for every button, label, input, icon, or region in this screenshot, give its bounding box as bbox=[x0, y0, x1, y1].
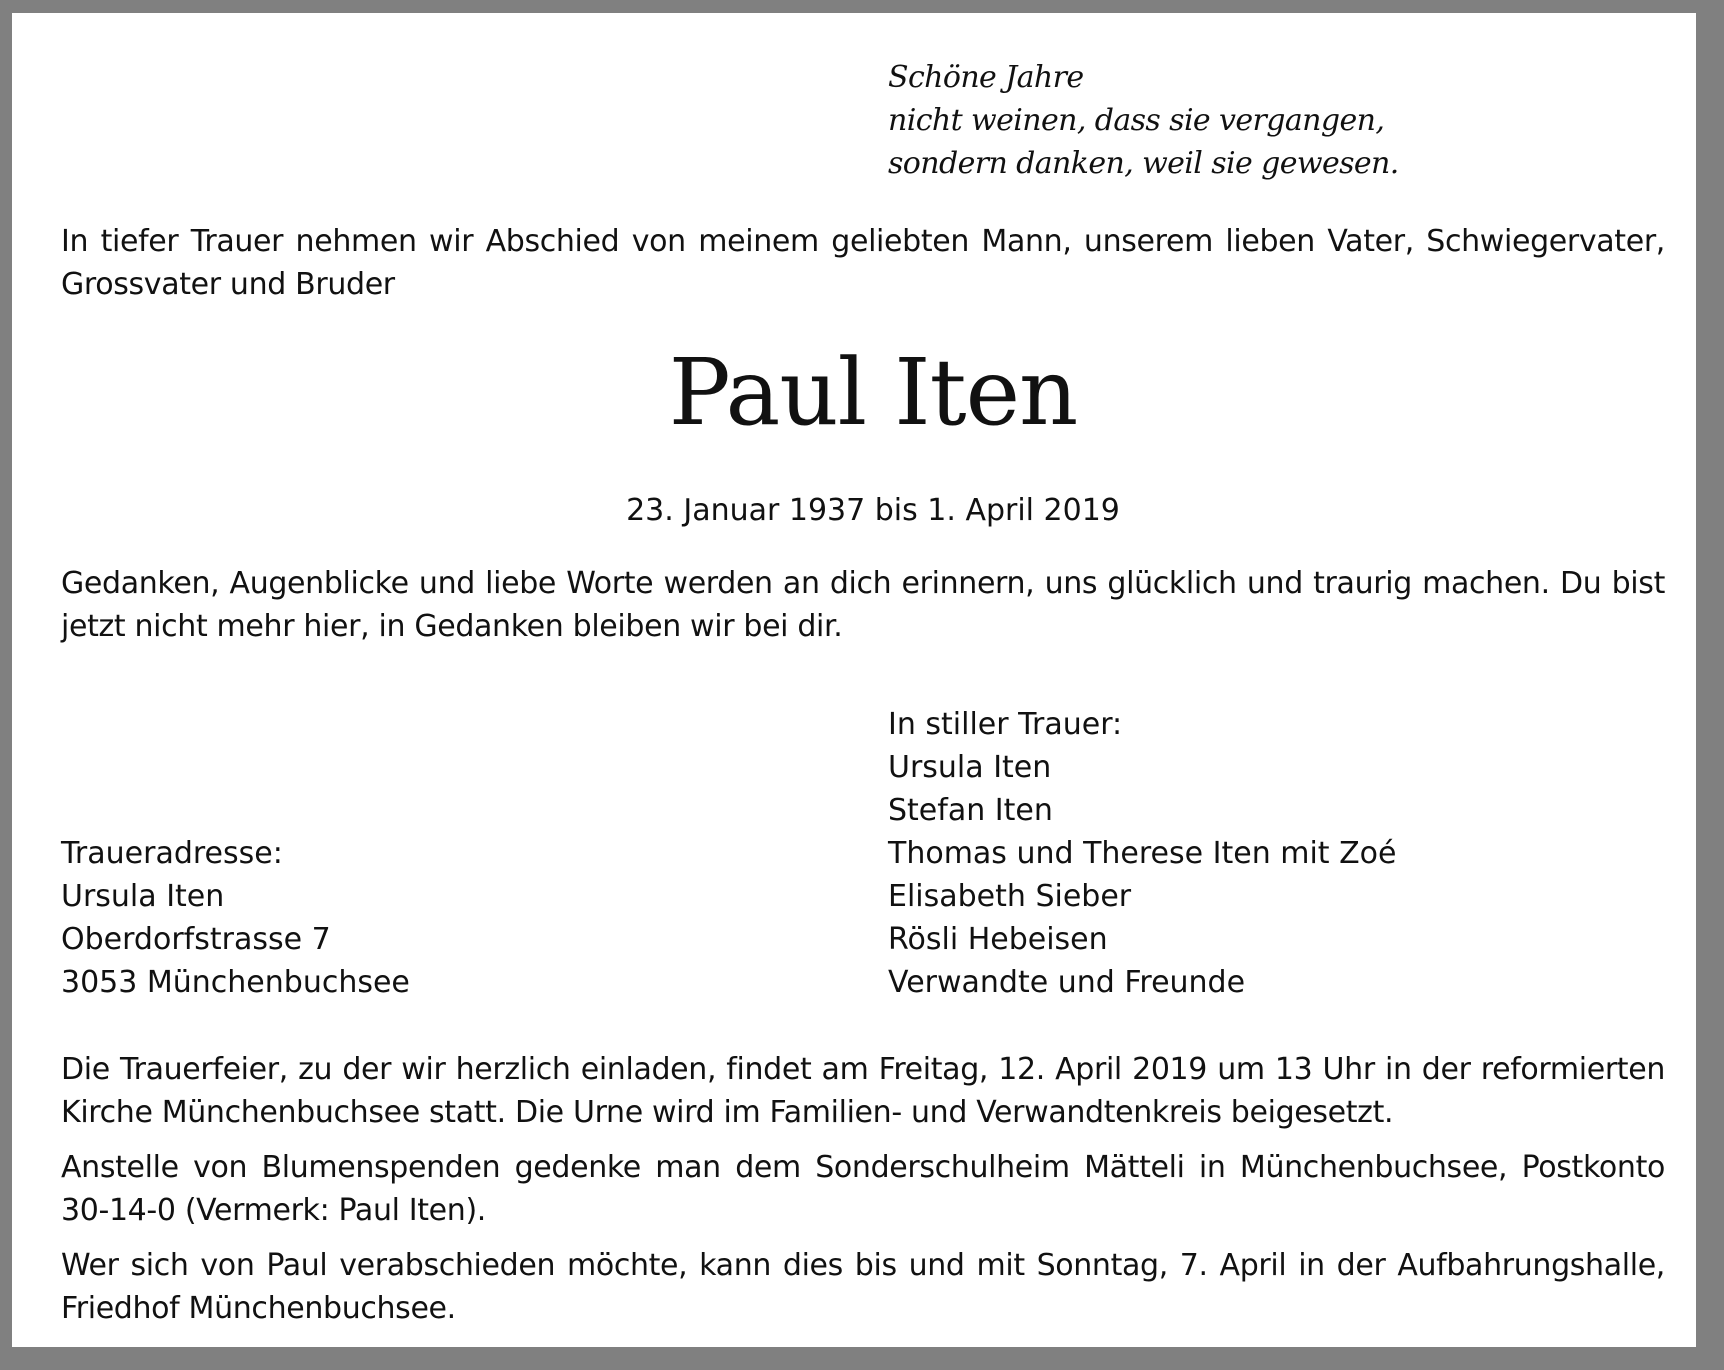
poem-line: sondern danken, weil sie gewesen. bbox=[888, 146, 1399, 181]
farewell-text: Wer sich von Paul verabschieden möchte, kann dies bis und mit Sonntag, 7. April in der Aufbahrungshalle, Friedhof Münchenbuchsee. bbox=[61, 1248, 1665, 1326]
mourner-name: Stefan Iten bbox=[888, 793, 1053, 828]
poem bbox=[888, 56, 1399, 185]
mourning-address bbox=[61, 832, 410, 1004]
address-line: Oberdorfstrasse 7 bbox=[61, 922, 331, 957]
obituary-page bbox=[12, 13, 1702, 1347]
mourner-name: Rösli Hebeisen bbox=[888, 922, 1108, 957]
mourner-name: Elisabeth Sieber bbox=[888, 879, 1132, 914]
mourner-name: Ursula Iten bbox=[888, 750, 1052, 785]
mourner-name: Verwandte und Freunde bbox=[888, 965, 1246, 1000]
intro-text: In tiefer Trauer nehmen wir Abschied von meinem geliebten Mann, unserem lieben Vater, Schwiegervater, Grossvater und Bruder bbox=[61, 224, 1665, 302]
life-dates: 23. Januar 1937 bis 1. April 2019 bbox=[626, 493, 1120, 528]
poem-line: Schöne Jahre bbox=[888, 60, 1084, 95]
mourners-heading: In stiller Trauer: bbox=[888, 707, 1123, 742]
mourner-name: Thomas und Therese Iten mit Zoé bbox=[888, 836, 1397, 871]
donation-text: Anstelle von Blumenspenden gedenke man dem Sonderschulheim Mätteli in Münchenbuchsee, Postkonto 30-14-0 (Vermerk: Paul Iten). bbox=[61, 1150, 1665, 1228]
address-line: 3053 Münchenbuchsee bbox=[61, 965, 410, 1000]
address-heading: Traueradresse: bbox=[61, 836, 283, 871]
poem-line: nicht weinen, dass sie vergangen, bbox=[888, 103, 1385, 138]
memorial-verse: Gedanken, Augenblicke und liebe Worte werden an dich erinnern, uns glücklich und traurig machen. Du bist jetzt nicht mehr hier, in Gedanken bleiben wir bei dir. bbox=[61, 566, 1665, 644]
ceremony-text: Die Trauerfeier, zu der wir herzlich einladen, findet am Freitag, 12. April 2019 um 13 Uhr in der reformierten Kirche Münchenbuchsee statt. Die Urne wird im Familien- und Verwandtenkreis beigesetzt. bbox=[61, 1052, 1665, 1130]
address-line: Ursula Iten bbox=[61, 879, 225, 914]
deceased-name: Paul Iten bbox=[668, 339, 1078, 446]
mourners-list bbox=[888, 703, 1396, 1004]
